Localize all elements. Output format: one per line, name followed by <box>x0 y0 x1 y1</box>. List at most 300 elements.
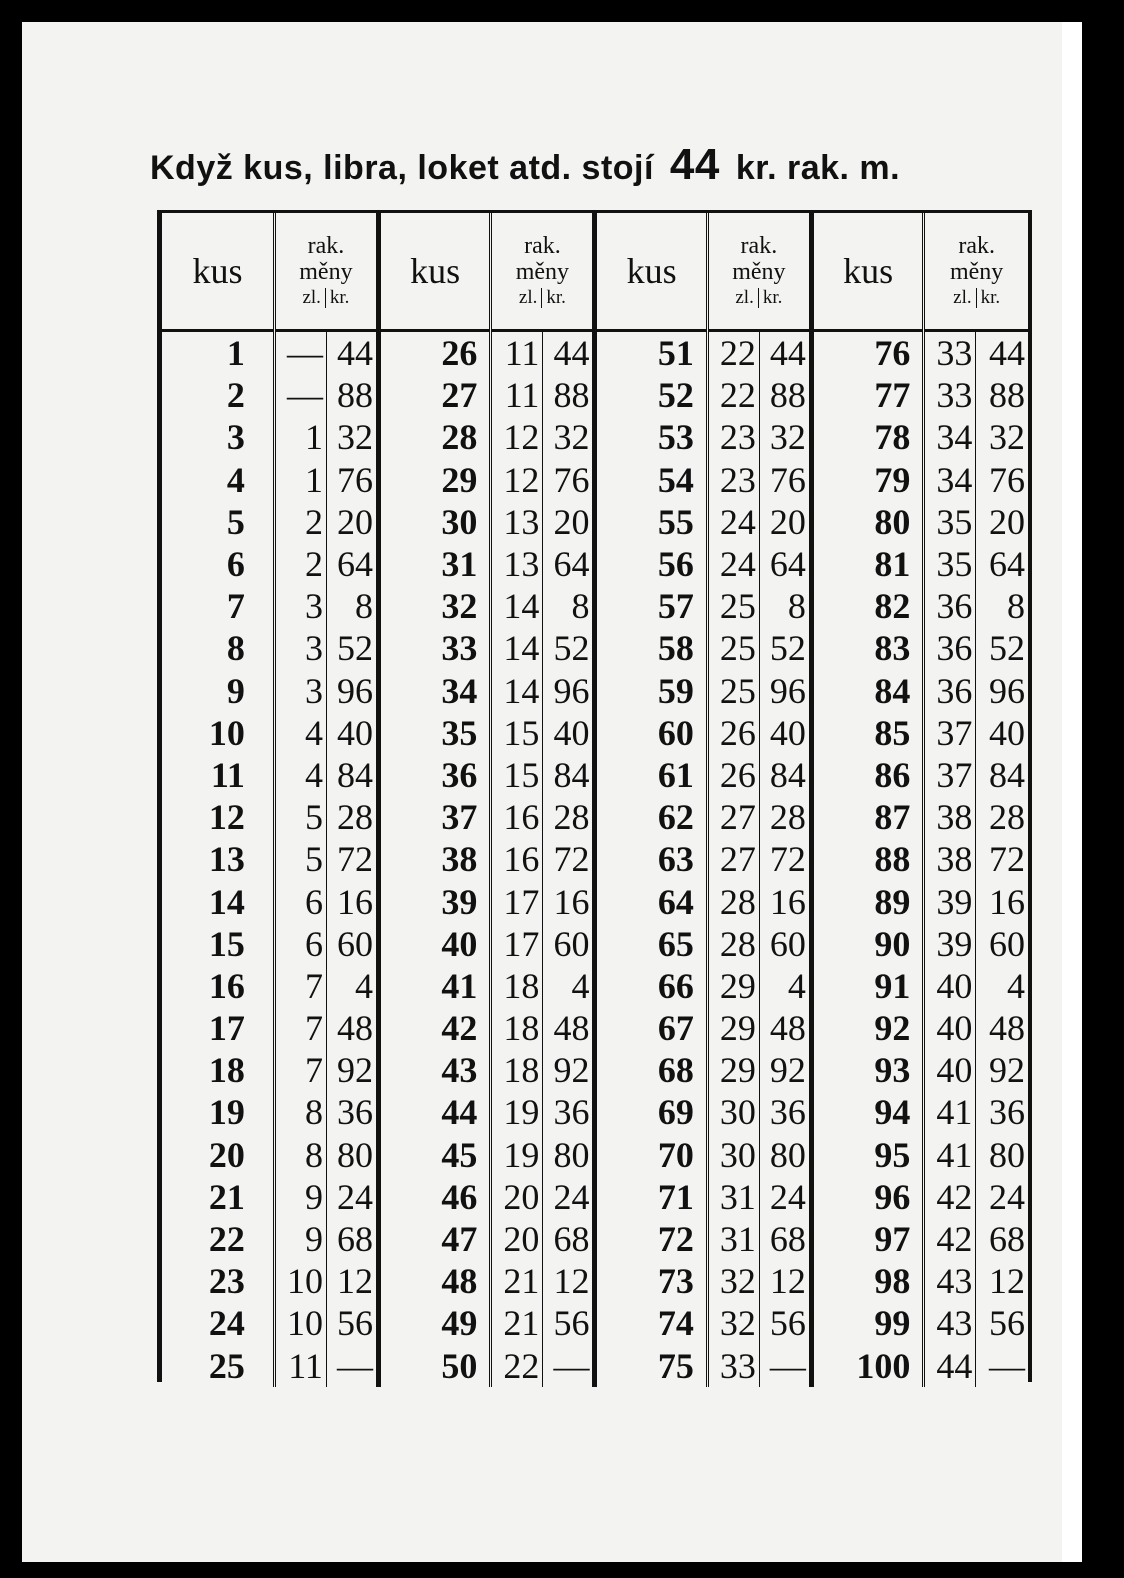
zl-cell: 3 <box>274 585 326 627</box>
kus-cell: 50 <box>441 1345 478 1386</box>
zl-cell: — <box>274 374 326 416</box>
kus-cell: 54 <box>657 459 694 500</box>
header-kr: kr. <box>980 286 1001 308</box>
kr-cell: — <box>543 1345 595 1387</box>
kus-cell: 3 <box>226 417 245 458</box>
kus-cell: 45 <box>441 1134 478 1175</box>
header-rak: rak. <box>524 233 561 260</box>
zl-cell: 36 <box>924 585 976 627</box>
page-title <box>150 140 900 190</box>
kr-cell: 64 <box>543 543 595 585</box>
zl-cell: 3 <box>274 627 326 669</box>
zl-cell: 10 <box>274 1260 326 1302</box>
kus-cell: 12 <box>208 797 245 838</box>
kr-cell: 92 <box>326 1049 378 1091</box>
kr-cell: 60 <box>976 923 1028 965</box>
zl-cell: 44 <box>924 1345 976 1387</box>
kr-cell: 16 <box>326 880 378 922</box>
kr-cell: 12 <box>326 1260 378 1302</box>
kr-cell: 40 <box>759 712 811 754</box>
zl-cell: 20 <box>491 1176 543 1218</box>
zl-cell: 33 <box>707 1345 759 1387</box>
zl-cell: 27 <box>707 838 759 880</box>
kr-cell: 4 <box>976 965 1028 1007</box>
kus-cell: 86 <box>874 754 911 795</box>
kr-cell: 60 <box>759 923 811 965</box>
zl-cell: 7 <box>274 965 326 1007</box>
kr-cell: 16 <box>976 880 1028 922</box>
kr-cell: 28 <box>976 796 1028 838</box>
kr-cell: 12 <box>543 1260 595 1302</box>
zl-cell: 14 <box>491 670 543 712</box>
kr-cell: 24 <box>543 1176 595 1218</box>
kr-cell: 36 <box>326 1091 378 1133</box>
zl-cell: 2 <box>274 543 326 585</box>
kus-cell: 66 <box>657 965 694 1006</box>
header-meny: měny <box>949 258 1004 285</box>
kus-cell: 80 <box>874 501 911 542</box>
table-row <box>162 965 1028 1007</box>
kr-cell: — <box>326 1345 378 1387</box>
table-row <box>162 459 1028 501</box>
zl-cell: 1 <box>274 416 326 458</box>
table-row <box>162 670 1028 712</box>
kus-cell: 75 <box>657 1345 694 1386</box>
zl-cell: 7 <box>274 1049 326 1091</box>
kr-cell: 80 <box>976 1134 1028 1176</box>
kus-cell: 21 <box>208 1176 245 1217</box>
price-table <box>162 213 1028 1387</box>
zl-cell: 28 <box>707 923 759 965</box>
kr-cell: 24 <box>976 1176 1028 1218</box>
table-row <box>162 880 1028 922</box>
kus-cell: 18 <box>208 1050 245 1091</box>
kus-cell: 6 <box>226 544 245 585</box>
zl-cell: 41 <box>924 1134 976 1176</box>
zl-cell: 6 <box>274 880 326 922</box>
kus-cell: 24 <box>208 1303 245 1344</box>
kr-cell: 20 <box>543 501 595 543</box>
kr-cell: 52 <box>543 627 595 669</box>
zl-cell: 29 <box>707 965 759 1007</box>
table-row <box>162 374 1028 416</box>
zl-cell: 8 <box>274 1134 326 1176</box>
kus-cell: 38 <box>441 839 478 880</box>
kus-cell: 53 <box>657 417 694 458</box>
kr-cell: 36 <box>976 1091 1028 1133</box>
kus-cell: 9 <box>226 670 245 711</box>
kr-cell: 32 <box>543 416 595 458</box>
kr-cell: 64 <box>759 543 811 585</box>
kus-cell: 32 <box>441 586 478 627</box>
kus-cell: 98 <box>874 1261 911 1302</box>
header-rak-meny <box>491 213 595 331</box>
zl-cell: 25 <box>707 670 759 712</box>
kus-cell: 8 <box>226 628 245 669</box>
header-rak: rak. <box>958 233 995 260</box>
kr-cell: 44 <box>326 331 378 375</box>
zl-cell: 42 <box>924 1218 976 1260</box>
kus-cell: 82 <box>874 586 911 627</box>
zl-cell: 22 <box>491 1345 543 1387</box>
kus-cell: 69 <box>657 1092 694 1133</box>
kus-cell: 51 <box>657 333 694 374</box>
zl-cell: 26 <box>707 754 759 796</box>
kus-cell: 83 <box>874 628 911 669</box>
kr-cell: 32 <box>976 416 1028 458</box>
zl-cell: 36 <box>924 670 976 712</box>
zl-cell: 32 <box>707 1260 759 1302</box>
title-price: 44 <box>669 140 720 189</box>
scanned-page <box>22 22 1082 1562</box>
kus-cell: 79 <box>874 459 911 500</box>
kr-cell: 96 <box>759 670 811 712</box>
kus-cell: 28 <box>441 417 478 458</box>
kus-cell: 87 <box>874 797 911 838</box>
kr-cell: 8 <box>976 585 1028 627</box>
zl-cell: 29 <box>707 1049 759 1091</box>
zl-cell: 41 <box>924 1091 976 1133</box>
kus-cell: 73 <box>657 1261 694 1302</box>
zl-cell: 18 <box>491 1007 543 1049</box>
kus-cell: 81 <box>874 544 911 585</box>
zl-cell: 15 <box>491 754 543 796</box>
zl-cell: 33 <box>924 331 976 375</box>
zl-cell: 16 <box>491 796 543 838</box>
kr-cell: 96 <box>326 670 378 712</box>
zl-cell: 11 <box>274 1345 326 1387</box>
kus-cell: 20 <box>208 1134 245 1175</box>
kus-cell: 70 <box>657 1134 694 1175</box>
kr-cell: 64 <box>326 543 378 585</box>
kus-cell: 1 <box>226 333 245 374</box>
kr-cell: 36 <box>759 1091 811 1133</box>
zl-cell: 20 <box>491 1218 543 1260</box>
kr-cell: 92 <box>543 1049 595 1091</box>
zl-cell: 23 <box>707 416 759 458</box>
kus-cell: 42 <box>441 1008 478 1049</box>
title-suffix: kr. rak. m. <box>735 149 901 187</box>
zl-cell: 40 <box>924 1007 976 1049</box>
zl-cell: 13 <box>491 543 543 585</box>
kus-cell: 89 <box>874 881 911 922</box>
kus-cell: 43 <box>441 1050 478 1091</box>
kr-cell: 80 <box>326 1134 378 1176</box>
table-row <box>162 1345 1028 1387</box>
kr-cell: 96 <box>543 670 595 712</box>
header-kus: kus <box>595 213 707 331</box>
kr-cell: 68 <box>326 1218 378 1260</box>
zl-cell: 12 <box>491 459 543 501</box>
kr-cell: 60 <box>543 923 595 965</box>
zl-cell: 40 <box>924 965 976 1007</box>
kus-cell: 88 <box>874 839 911 880</box>
header-kus: kus <box>811 213 923 331</box>
kus-cell: 61 <box>657 754 694 795</box>
kr-cell: 76 <box>543 459 595 501</box>
kr-cell: 20 <box>976 501 1028 543</box>
kus-cell: 14 <box>208 881 245 922</box>
zl-cell: 18 <box>491 1049 543 1091</box>
zl-cell: 17 <box>491 923 543 965</box>
kus-cell: 27 <box>441 375 478 416</box>
kr-cell: 80 <box>543 1134 595 1176</box>
table-row <box>162 838 1028 880</box>
header-kr: kr. <box>762 286 783 308</box>
zl-cell: 29 <box>707 1007 759 1049</box>
kus-cell: 2 <box>226 375 245 416</box>
table-row <box>162 923 1028 965</box>
kus-cell: 78 <box>874 417 911 458</box>
kr-cell: 28 <box>326 796 378 838</box>
kr-cell: 88 <box>976 374 1028 416</box>
zl-cell: 25 <box>707 585 759 627</box>
kr-cell: 20 <box>326 501 378 543</box>
kr-cell: 16 <box>759 880 811 922</box>
kr-cell: 12 <box>976 1260 1028 1302</box>
zl-cell: 28 <box>707 880 759 922</box>
kus-cell: 25 <box>208 1345 245 1386</box>
kr-cell: 64 <box>976 543 1028 585</box>
kus-cell: 37 <box>441 797 478 838</box>
kus-cell: 13 <box>208 839 245 880</box>
kr-cell: 48 <box>976 1007 1028 1049</box>
table-row <box>162 416 1028 458</box>
kr-cell: 24 <box>759 1176 811 1218</box>
kr-cell: 76 <box>759 459 811 501</box>
kr-cell: 24 <box>326 1176 378 1218</box>
table-row <box>162 1007 1028 1049</box>
kus-cell: 4 <box>226 459 245 500</box>
zl-cell: 6 <box>274 923 326 965</box>
kus-cell: 62 <box>657 797 694 838</box>
header-kus: kus <box>378 213 490 331</box>
kr-cell: 44 <box>543 331 595 375</box>
zl-cell: 8 <box>274 1091 326 1133</box>
kr-cell: 4 <box>543 965 595 1007</box>
kr-cell: 92 <box>759 1049 811 1091</box>
table-row <box>162 1218 1028 1260</box>
zl-cell: — <box>274 331 326 375</box>
kus-cell: 71 <box>657 1176 694 1217</box>
kr-cell: 8 <box>543 585 595 627</box>
header-kus: kus <box>162 213 274 331</box>
kr-cell: 44 <box>759 331 811 375</box>
table-body <box>162 331 1028 1387</box>
table-row <box>162 543 1028 585</box>
zl-cell: 35 <box>924 543 976 585</box>
table-header-row <box>162 213 1028 331</box>
kus-cell: 52 <box>657 375 694 416</box>
table-row <box>162 1176 1028 1218</box>
kus-cell: 63 <box>657 839 694 880</box>
kus-cell: 56 <box>657 544 694 585</box>
zl-cell: 36 <box>924 627 976 669</box>
header-kr: kr. <box>329 286 350 308</box>
kr-cell: 16 <box>543 880 595 922</box>
kr-cell: 84 <box>543 754 595 796</box>
kr-cell: 68 <box>976 1218 1028 1260</box>
zl-cell: 24 <box>707 543 759 585</box>
kus-cell: 85 <box>874 712 911 753</box>
kr-cell: 40 <box>326 712 378 754</box>
zl-cell: 4 <box>274 754 326 796</box>
kus-cell: 44 <box>441 1092 478 1133</box>
zl-cell: 7 <box>274 1007 326 1049</box>
kr-cell: 56 <box>326 1302 378 1344</box>
zl-cell: 16 <box>491 838 543 880</box>
zl-cell: 25 <box>707 627 759 669</box>
zl-cell: 22 <box>707 331 759 375</box>
kus-cell: 46 <box>441 1176 478 1217</box>
kus-cell: 58 <box>657 628 694 669</box>
kr-cell: 4 <box>759 965 811 1007</box>
zl-cell: 18 <box>491 965 543 1007</box>
zl-cell: 5 <box>274 838 326 880</box>
header-meny: měny <box>732 258 786 285</box>
kr-cell: 88 <box>759 374 811 416</box>
zl-cell: 43 <box>924 1302 976 1344</box>
kus-cell: 34 <box>441 670 478 711</box>
zl-cell: 32 <box>707 1302 759 1344</box>
kr-cell: 48 <box>326 1007 378 1049</box>
kr-cell: 56 <box>759 1302 811 1344</box>
kr-cell: 28 <box>543 796 595 838</box>
zl-cell: 4 <box>274 712 326 754</box>
table-row <box>162 331 1028 375</box>
zl-cell: 12 <box>491 416 543 458</box>
kr-cell: 40 <box>976 712 1028 754</box>
table-row <box>162 1302 1028 1344</box>
kr-cell: 72 <box>976 838 1028 880</box>
zl-cell: 34 <box>924 459 976 501</box>
kus-cell: 23 <box>208 1261 245 1302</box>
table-row <box>162 754 1028 796</box>
kr-cell: 84 <box>326 754 378 796</box>
kr-cell: 76 <box>326 459 378 501</box>
kr-cell: 84 <box>976 754 1028 796</box>
kr-cell: 88 <box>326 374 378 416</box>
header-rak-meny <box>924 213 1028 331</box>
header-rak-meny <box>274 213 378 331</box>
header-meny: měny <box>299 258 353 285</box>
kus-cell: 36 <box>441 754 478 795</box>
kr-cell: 68 <box>543 1218 595 1260</box>
price-table-frame <box>157 210 1032 1386</box>
zl-cell: 30 <box>707 1134 759 1176</box>
header-rak: rak. <box>307 233 345 260</box>
table-row <box>162 627 1028 669</box>
table-row <box>162 1134 1028 1176</box>
zl-cell: 37 <box>924 712 976 754</box>
kus-cell: 65 <box>657 923 694 964</box>
kus-cell: 30 <box>441 501 478 542</box>
zl-cell: 38 <box>924 838 976 880</box>
kus-cell: 100 <box>856 1345 911 1386</box>
kr-cell: 48 <box>543 1007 595 1049</box>
zl-cell: 14 <box>491 627 543 669</box>
zl-cell: 19 <box>491 1134 543 1176</box>
header-zl: zl. <box>731 288 758 308</box>
kr-cell: 8 <box>326 585 378 627</box>
kus-cell: 48 <box>441 1261 478 1302</box>
kus-cell: 22 <box>208 1219 245 1260</box>
kr-cell: 72 <box>326 838 378 880</box>
zl-cell: 9 <box>274 1176 326 1218</box>
zl-cell: 23 <box>707 459 759 501</box>
zl-cell: 37 <box>924 754 976 796</box>
zl-cell: 38 <box>924 796 976 838</box>
header-zl: zl. <box>515 288 542 308</box>
kr-cell: 36 <box>543 1091 595 1133</box>
table-row <box>162 501 1028 543</box>
kus-cell: 84 <box>874 670 911 711</box>
zl-cell: 11 <box>491 374 543 416</box>
kr-cell: 48 <box>759 1007 811 1049</box>
kus-cell: 76 <box>874 333 911 374</box>
kr-cell: 52 <box>326 627 378 669</box>
kus-cell: 49 <box>441 1303 478 1344</box>
header-rak-meny <box>707 213 811 331</box>
zl-cell: 30 <box>707 1091 759 1133</box>
kus-cell: 97 <box>874 1219 911 1260</box>
kus-cell: 60 <box>657 712 694 753</box>
kus-cell: 68 <box>657 1050 694 1091</box>
kr-cell: 72 <box>759 838 811 880</box>
zl-cell: 31 <box>707 1218 759 1260</box>
zl-cell: 39 <box>924 923 976 965</box>
kus-cell: 59 <box>657 670 694 711</box>
kus-cell: 95 <box>874 1134 911 1175</box>
kus-cell: 39 <box>441 881 478 922</box>
kr-cell: 52 <box>759 627 811 669</box>
table-row <box>162 585 1028 627</box>
zl-cell: 5 <box>274 796 326 838</box>
kus-cell: 7 <box>226 586 245 627</box>
zl-cell: 2 <box>274 501 326 543</box>
kr-cell: 56 <box>976 1302 1028 1344</box>
table-row <box>162 1091 1028 1133</box>
kus-cell: 93 <box>874 1050 911 1091</box>
kr-cell: 12 <box>759 1260 811 1302</box>
zl-cell: 15 <box>491 712 543 754</box>
header-meny: měny <box>515 258 570 285</box>
kr-cell: — <box>976 1345 1028 1387</box>
zl-cell: 1 <box>274 459 326 501</box>
kus-cell: 64 <box>657 881 694 922</box>
zl-cell: 39 <box>924 880 976 922</box>
kr-cell: 44 <box>976 331 1028 375</box>
kr-cell: 80 <box>759 1134 811 1176</box>
zl-cell: 34 <box>924 416 976 458</box>
header-zl: zl. <box>949 288 976 308</box>
kus-cell: 72 <box>657 1219 694 1260</box>
zl-cell: 10 <box>274 1302 326 1344</box>
zl-cell: 22 <box>707 374 759 416</box>
kr-cell: 56 <box>543 1302 595 1344</box>
page-edge <box>1062 22 1082 1562</box>
zl-cell: 11 <box>491 331 543 375</box>
kus-cell: 90 <box>874 923 911 964</box>
kr-cell: 88 <box>543 374 595 416</box>
kus-cell: 11 <box>210 754 245 795</box>
table-row <box>162 712 1028 754</box>
zl-cell: 31 <box>707 1176 759 1218</box>
table-row <box>162 796 1028 838</box>
kus-cell: 5 <box>226 501 245 542</box>
zl-cell: 43 <box>924 1260 976 1302</box>
table-row <box>162 1260 1028 1302</box>
